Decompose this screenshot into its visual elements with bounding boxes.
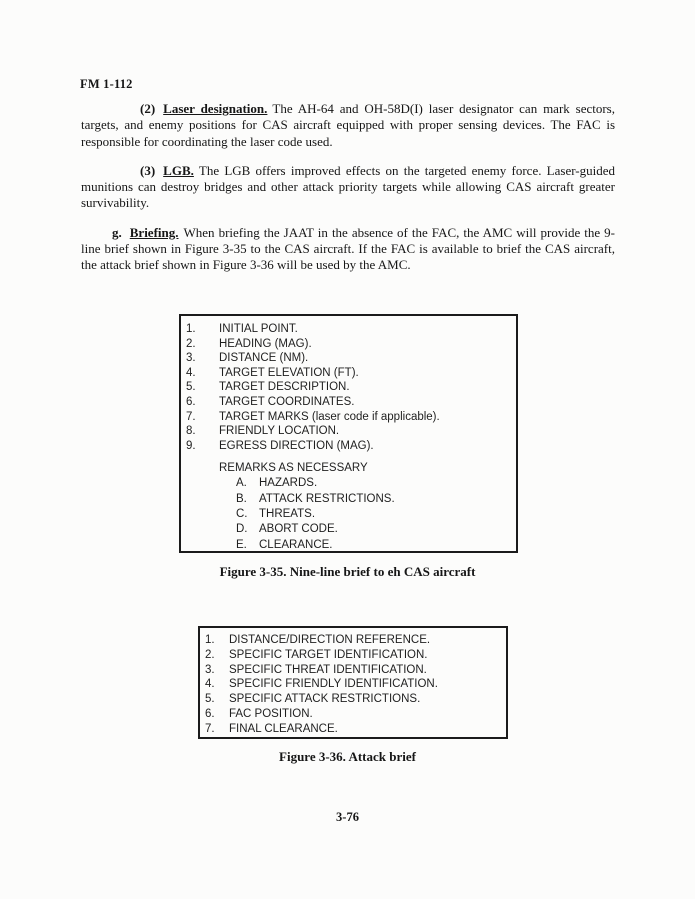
attack-brief-item <box>200 677 506 692</box>
item-text: EGRESS DIRECTION (MAG). <box>219 439 374 452</box>
item-number: 8. <box>186 425 196 438</box>
item-text: INITIAL POINT. <box>219 323 298 335</box>
remarks-item <box>181 492 516 507</box>
figure-3-35-caption: Figure 3-35. Nine-line brief to eh CAS aircraft <box>219 564 476 579</box>
paragraph-briefing <box>81 225 615 274</box>
figure-3-36-box <box>198 626 508 739</box>
nine-line-item <box>181 439 516 454</box>
item-text: SPECIFIC THREAT IDENTIFICATION. <box>229 663 427 676</box>
item-text: FAC POSITION. <box>229 707 313 720</box>
paragraph-lgb <box>81 163 615 212</box>
nine-line-item <box>181 322 516 337</box>
attack-brief-item <box>200 707 506 722</box>
figure-3-36-caption: Figure 3-36. Attack brief <box>279 749 416 764</box>
item-number: 1. <box>186 323 196 335</box>
item-number: 6. <box>186 395 196 408</box>
attack-brief-item <box>200 722 506 737</box>
spacer <box>181 453 516 461</box>
item-number: 2. <box>186 337 196 350</box>
item-text: TARGET MARKS (laser code if applicable). <box>219 410 440 423</box>
item-text: HAZARDS. <box>259 477 318 490</box>
attack-brief-item <box>200 648 506 663</box>
attack-brief-item <box>200 663 506 678</box>
item-number: 5. <box>186 381 196 394</box>
item-text: SPECIFIC FRIENDLY IDENTIFICATION. <box>229 678 438 691</box>
remarks-item <box>181 538 516 553</box>
paragraph-term: Briefing. <box>129 224 179 240</box>
item-text: ABORT CODE. <box>259 523 338 536</box>
item-letter: E. <box>236 538 247 551</box>
item-number: 7. <box>186 410 196 423</box>
paragraph-number: (3) <box>140 162 156 178</box>
nine-line-item <box>181 337 516 352</box>
item-letter: A. <box>236 477 247 490</box>
item-number: 4. <box>186 366 196 379</box>
item-text: HEADING (MAG). <box>219 337 312 350</box>
remarks-item <box>181 476 516 491</box>
paragraph-term: Laser designation. <box>163 101 268 116</box>
document-id: FM 1-112 <box>80 77 133 91</box>
paragraph-number: (2) <box>140 101 156 116</box>
nine-line-item <box>181 380 516 395</box>
item-text: FINAL CLEARANCE. <box>229 722 338 735</box>
item-number: 3. <box>205 663 215 676</box>
nine-line-item <box>181 366 516 381</box>
body-text <box>81 101 615 287</box>
item-letter: D. <box>236 523 248 536</box>
item-text: SPECIFIC ATTACK RESTRICTIONS. <box>229 693 421 706</box>
item-letter: B. <box>236 492 247 505</box>
page-number: 3-76 <box>336 810 359 824</box>
paragraph-term: LGB. <box>163 162 194 178</box>
item-text: FRIENDLY LOCATION. <box>219 425 340 438</box>
attack-brief-item <box>200 692 506 707</box>
item-number: 9. <box>186 439 196 452</box>
remarks-item <box>181 507 516 522</box>
item-number: 7. <box>205 722 215 735</box>
nine-line-item <box>181 424 516 439</box>
paragraph-body: The LGB offers improved effects on the targeted enemy force. Laser-guided munitions can destroy bridges and other attack priority targets while allowing CAS aircraft greater survivability. <box>81 162 615 211</box>
paragraph-body: The AH-64 and OH-58D(I) laser designator can mark sectors, targets, and enemy positions for CAS aircraft equipped with proper sensing devices. The FAC is responsible for coordinating the laser code used. <box>81 101 615 149</box>
nine-line-item <box>181 395 516 410</box>
item-number: 2. <box>205 648 215 661</box>
nine-line-item <box>181 351 516 366</box>
paragraph-number: g. <box>112 224 122 240</box>
item-number: 3. <box>186 352 196 365</box>
item-text: SPECIFIC TARGET IDENTIFICATION. <box>229 648 428 661</box>
item-text: CLEARANCE. <box>259 538 333 551</box>
nine-line-item <box>181 410 516 425</box>
item-number: 1. <box>205 634 215 646</box>
item-text: ATTACK RESTRICTIONS. <box>259 492 395 505</box>
remarks-item <box>181 522 516 537</box>
item-number: 6. <box>205 707 215 720</box>
item-text: THREATS. <box>259 507 316 520</box>
paragraph-body: When briefing the JAAT in the absence of the FAC, the AMC will provide the 9-line brief shown in Figure 3-35 to the CAS aircraft. If the FAC is available to brief the CAS aircraft, the attack brief shown in Figure 3-36 will be used by the AMC. <box>81 224 615 273</box>
item-text: DISTANCE/DIRECTION REFERENCE. <box>229 634 431 646</box>
item-letter: C. <box>236 507 248 520</box>
item-number: 4. <box>205 678 215 691</box>
remarks-heading: REMARKS AS NECESSARY <box>219 462 368 475</box>
item-text: DISTANCE (NM). <box>219 352 309 365</box>
attack-brief-item <box>200 633 506 648</box>
figure-3-35-box <box>179 314 518 553</box>
item-text: TARGET ELEVATION (FT). <box>219 366 359 379</box>
item-text: TARGET DESCRIPTION. <box>219 381 350 394</box>
item-text: TARGET COORDINATES. <box>219 395 355 408</box>
item-number: 5. <box>205 693 215 706</box>
paragraph-laser-designation <box>81 101 615 150</box>
